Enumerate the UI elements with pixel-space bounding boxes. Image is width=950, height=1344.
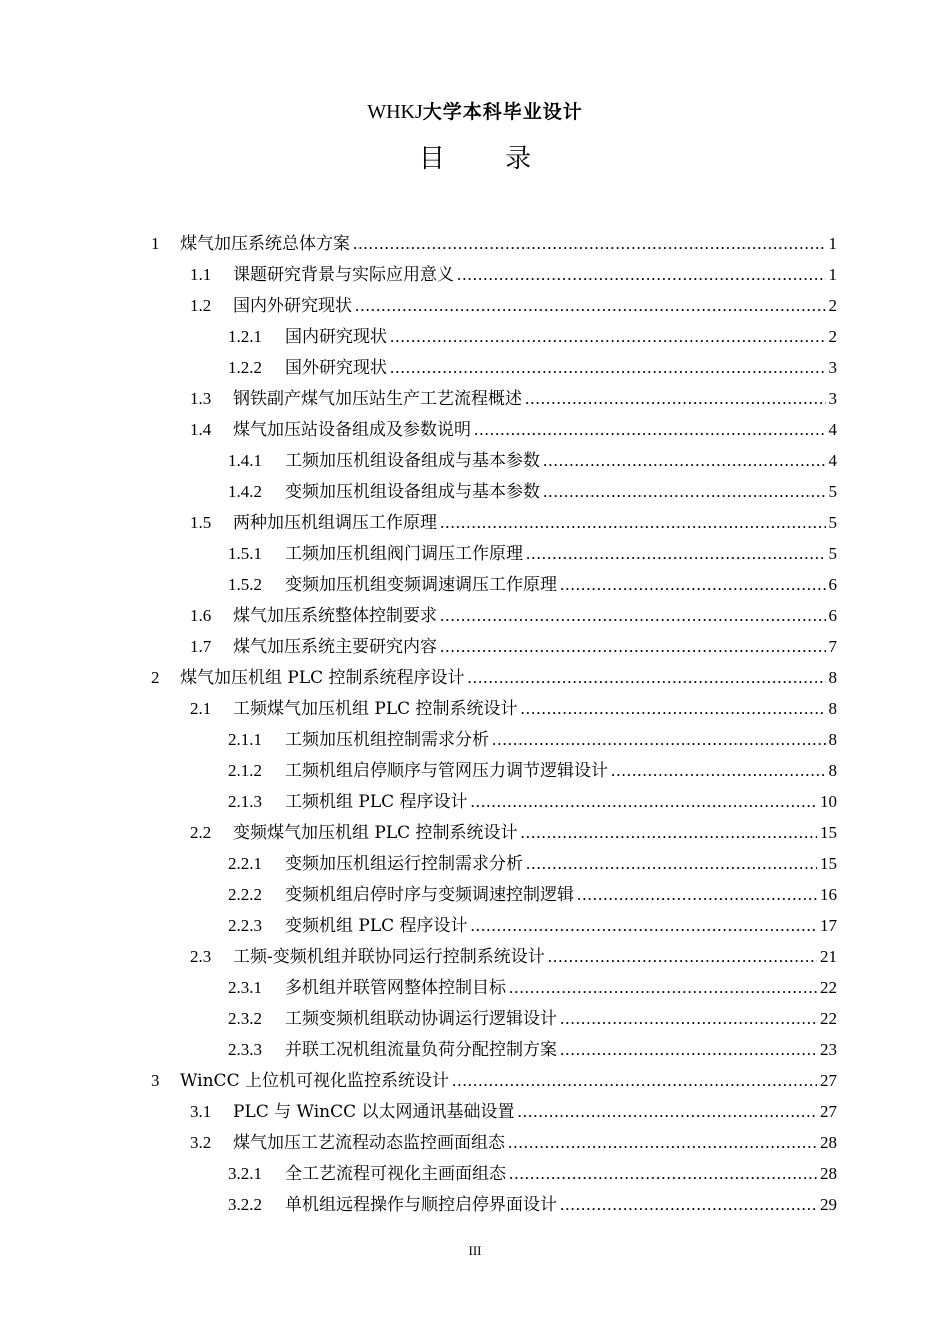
toc-entry-title: 工频加压机组阀门调压工作原理 <box>285 544 523 564</box>
header-cn: 大学本科毕业设计 <box>422 101 583 123</box>
toc-entry-title: 工频煤气加压机组 PLC 控制系统设计 <box>233 699 518 719</box>
toc-entry-page: 28 <box>820 1133 837 1152</box>
toc-dot-leader <box>509 1158 817 1189</box>
toc-entry-number: 2.3.3 <box>228 1040 262 1059</box>
toc-entry-title: 国内外研究现状 <box>233 296 352 316</box>
toc-entry-number: 2.2.2 <box>228 885 262 904</box>
toc-entry-title: 两种加压机组调压工作原理 <box>233 513 437 533</box>
toc-dot-leader <box>509 972 817 1003</box>
toc-entry-title: 工频机组启停顺序与管网压力调节逻辑设计 <box>285 761 608 781</box>
toc-dot-leader <box>440 631 826 662</box>
toc-dot-leader <box>543 445 826 476</box>
toc-entry-title: 变频机组启停时序与变频调速控制逻辑 <box>285 885 574 905</box>
toc-dot-leader <box>611 755 826 786</box>
toc-entry-page: 4 <box>828 420 837 439</box>
page-title: 目 录 <box>418 144 558 174</box>
toc-entry-title: 煤气加压系统整体控制要求 <box>233 606 437 626</box>
toc-entry[interactable] <box>228 538 837 569</box>
toc-entry-page: 27 <box>820 1071 837 1090</box>
toc-entry-page: 8 <box>828 668 837 687</box>
toc-entry-number: 1.1 <box>190 265 212 284</box>
toc-entry-page: 1 <box>828 265 837 284</box>
toc-dot-leader <box>390 352 826 383</box>
toc-entry[interactable] <box>190 1127 837 1158</box>
toc-dot-leader <box>560 1003 817 1034</box>
toc-entry-number: 2.3.2 <box>228 1009 262 1028</box>
toc-entry-title: 煤气加压站设备组成及参数说明 <box>233 420 471 440</box>
toc-entry-number: 3.2 <box>190 1133 212 1152</box>
toc-entry-title: 煤气加压系统主要研究内容 <box>233 637 437 657</box>
toc-entry-number: 2.1.3 <box>228 792 262 811</box>
toc-entry-page: 2 <box>828 296 837 315</box>
toc-dot-leader <box>440 507 826 538</box>
toc-entry-page: 8 <box>828 699 837 718</box>
toc-dot-leader <box>560 1034 817 1065</box>
toc-entry-number: 3.2.1 <box>228 1164 262 1183</box>
toc-entry[interactable] <box>228 321 837 352</box>
toc-entry-page: 22 <box>820 1009 837 1028</box>
toc-entry[interactable] <box>228 848 837 879</box>
toc-entry-title: 并联工况机组流量负荷分配控制方案 <box>285 1040 557 1060</box>
toc-entry-title: 变频加压机组变频调速调压工作原理 <box>285 575 557 595</box>
toc-entry[interactable] <box>228 755 837 786</box>
toc-entry[interactable] <box>190 693 837 724</box>
toc-entry-page: 8 <box>828 730 837 749</box>
toc-dot-leader <box>526 538 826 569</box>
toc-entry[interactable] <box>190 507 837 538</box>
toc-entry-title: 工频变频机组联动协调运行逻辑设计 <box>285 1009 557 1029</box>
toc-entry-page: 29 <box>820 1195 837 1214</box>
toc-entry-page: 15 <box>820 823 837 842</box>
toc-entry[interactable] <box>228 786 837 817</box>
toc-entry-page: 8 <box>828 761 837 780</box>
toc-entry[interactable] <box>228 1189 837 1220</box>
toc-entry-title: 多机组并联管网整体控制目标 <box>285 978 506 998</box>
toc-entry-title: 工频-变频机组并联协同运行控制系统设计 <box>233 947 545 967</box>
toc-entry-page: 2 <box>828 327 837 346</box>
toc-dot-leader <box>457 259 826 290</box>
toc-dot-leader <box>452 1065 817 1096</box>
toc-entry[interactable] <box>228 445 837 476</box>
toc-entry-page: 17 <box>820 916 837 935</box>
toc-dot-leader <box>521 817 817 848</box>
toc-dot-leader <box>474 414 826 445</box>
toc-dot-leader <box>468 662 826 693</box>
toc-entry-number: 1.2 <box>190 296 212 315</box>
toc-entry[interactable] <box>228 476 837 507</box>
toc-entry-title: 单机组远程操作与顺控启停界面设计 <box>285 1195 557 1215</box>
toc-entry-number: 2.2.3 <box>228 916 262 935</box>
toc-entry-page: 28 <box>820 1164 837 1183</box>
toc-entry-page: 6 <box>828 606 837 625</box>
toc-entry[interactable] <box>228 1158 837 1189</box>
toc-entry-page: 3 <box>828 358 837 377</box>
toc-entry[interactable] <box>228 569 837 600</box>
toc-entry[interactable] <box>190 259 837 290</box>
toc-entry-page: 16 <box>820 885 837 904</box>
toc-entry-page: 7 <box>828 637 837 656</box>
toc-entry-number: 1.5.2 <box>228 575 262 594</box>
toc-dot-leader <box>525 383 826 414</box>
toc-entry[interactable] <box>228 1034 837 1065</box>
toc-entry-title: 煤气加压工艺流程动态监控画面组态 <box>233 1133 505 1153</box>
toc-entry-page: 5 <box>828 513 837 532</box>
toc-entry-number: 2.3.1 <box>228 978 262 997</box>
toc-dot-leader <box>526 848 817 879</box>
toc-dot-leader <box>355 290 826 321</box>
toc-entry[interactable] <box>190 631 837 662</box>
toc-entry-title: 工频加压机组设备组成与基本参数 <box>285 451 540 471</box>
toc-entry-number: 1.3 <box>190 389 212 408</box>
toc-entry[interactable] <box>190 817 837 848</box>
toc-entry-number: 2 <box>151 668 160 687</box>
toc-entry-number: 1.4.2 <box>228 482 262 501</box>
toc-entry-number: 2.1.2 <box>228 761 262 780</box>
toc-entry-page: 5 <box>828 482 837 501</box>
toc-dot-leader <box>440 600 826 631</box>
toc-entry-number: 3.2.2 <box>228 1195 262 1214</box>
toc-entry-number: 3.1 <box>190 1102 212 1121</box>
toc-dot-leader <box>518 1096 817 1127</box>
toc-entry-number: 1.5.1 <box>228 544 262 563</box>
toc-entry-page: 4 <box>828 451 837 470</box>
toc-entry[interactable] <box>228 910 837 941</box>
toc-entry-number: 1.5 <box>190 513 212 532</box>
toc-entry-title: 煤气加压系统总体方案 <box>180 234 350 254</box>
toc-entry-title: WinCC 上位机可视化监控系统设计 <box>180 1071 449 1091</box>
toc-dot-leader <box>492 724 826 755</box>
toc-entry-page: 27 <box>820 1102 837 1121</box>
toc-entry-title: 课题研究背景与实际应用意义 <box>233 265 454 285</box>
toc-entry-number: 1.4.1 <box>228 451 262 470</box>
toc-entry-page: 1 <box>828 234 837 253</box>
toc-entry[interactable] <box>228 972 837 1003</box>
toc-dot-leader <box>560 1189 817 1220</box>
toc-entry-page: 10 <box>820 792 837 811</box>
toc-entry-number: 1.6 <box>190 606 212 625</box>
toc-entry-page: 23 <box>820 1040 837 1059</box>
toc-dot-leader <box>577 879 817 910</box>
toc-entry-page: 6 <box>828 575 837 594</box>
toc-entry-number: 1.4 <box>190 420 212 439</box>
toc-entry-number: 2.1.1 <box>228 730 262 749</box>
toc-entry-number: 2.2.1 <box>228 854 262 873</box>
toc-entry-title: 国外研究现状 <box>285 358 387 378</box>
toc-entry-page: 21 <box>820 947 837 966</box>
toc-entry[interactable] <box>228 1003 837 1034</box>
toc-dot-leader <box>353 228 826 259</box>
toc-entry-number: 2.1 <box>190 699 212 718</box>
toc-entry[interactable] <box>228 724 837 755</box>
toc-dot-leader <box>390 321 826 352</box>
toc-entry-page: 22 <box>820 978 837 997</box>
toc-entry-page: 3 <box>828 389 837 408</box>
toc-entry-page: 5 <box>828 544 837 563</box>
toc-entry[interactable] <box>151 228 837 259</box>
toc-entry[interactable] <box>190 290 837 321</box>
toc-entry-title: 工频机组 PLC 程序设计 <box>285 792 468 812</box>
toc-dot-leader <box>471 786 817 817</box>
toc-dot-leader <box>543 476 826 507</box>
toc-entry[interactable] <box>228 879 837 910</box>
toc-entry-title: 变频机组 PLC 程序设计 <box>285 916 468 936</box>
toc-entry-number: 2.2 <box>190 823 212 842</box>
toc-dot-leader <box>521 693 826 724</box>
toc-entry-title: 钢铁副产煤气加压站生产工艺流程概述 <box>233 389 522 409</box>
toc-entry-title: 变频煤气加压机组 PLC 控制系统设计 <box>233 823 518 843</box>
toc-entry-number: 1.2.2 <box>228 358 262 377</box>
toc-entry-title: 工频加压机组控制需求分析 <box>285 730 489 750</box>
toc-dot-leader <box>508 1127 817 1158</box>
toc-entry[interactable] <box>190 1096 837 1127</box>
toc-entry-title: 变频加压机组设备组成与基本参数 <box>285 482 540 502</box>
toc-entry-title: 全工艺流程可视化主画面组态 <box>285 1164 506 1184</box>
page-number: III <box>468 1243 482 1258</box>
toc-entry[interactable] <box>228 352 837 383</box>
toc-entry-title: 国内研究现状 <box>285 327 387 347</box>
toc-entry[interactable] <box>190 414 837 445</box>
toc-entry[interactable] <box>151 1065 837 1096</box>
toc-dot-leader <box>548 941 817 972</box>
toc-entry[interactable] <box>190 600 837 631</box>
header-latin: WHKJ <box>367 101 423 123</box>
toc-entry-number: 1.2.1 <box>228 327 262 346</box>
toc-entry-number: 1.7 <box>190 637 212 656</box>
toc-entry[interactable] <box>151 662 837 693</box>
toc-dot-leader <box>471 910 817 941</box>
toc-entry-number: 3 <box>151 1071 160 1090</box>
toc-entry-title: 煤气加压机组 PLC 控制系统程序设计 <box>180 668 465 688</box>
toc-dot-leader <box>560 569 826 600</box>
toc-entry-page: 15 <box>820 854 837 873</box>
toc-entry-number: 2.3 <box>190 947 212 966</box>
toc-entry[interactable] <box>190 383 837 414</box>
toc-entry-title: PLC 与 WinCC 以太网通讯基础设置 <box>233 1102 515 1122</box>
toc-entry-number: 1 <box>151 234 160 253</box>
document-header <box>0 97 950 124</box>
toc-entry-title: 变频加压机组运行控制需求分析 <box>285 854 523 874</box>
toc-entry[interactable] <box>190 941 837 972</box>
